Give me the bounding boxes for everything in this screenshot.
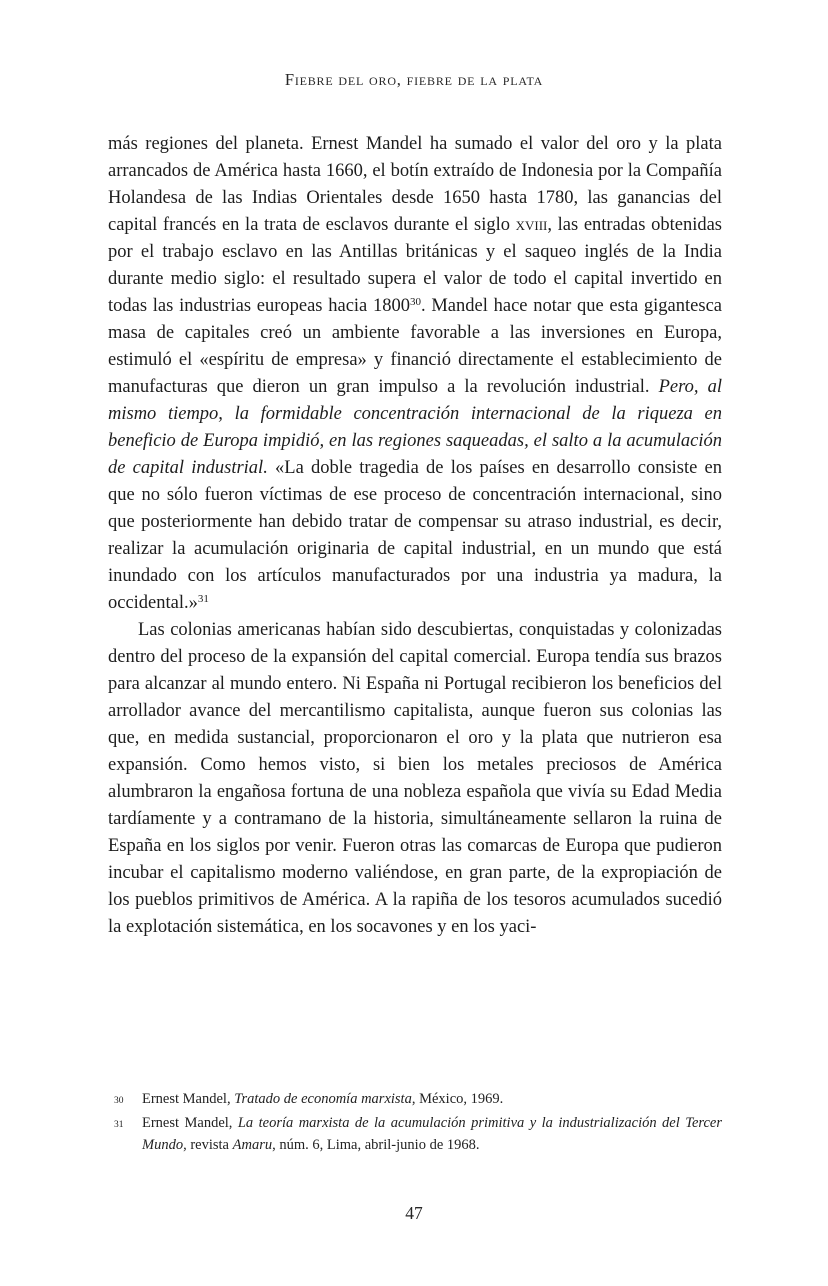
footnotes-section — [108, 1088, 722, 1156]
text-segment: , núm. 6, Lima, abril-junio de 1968. — [272, 1137, 480, 1153]
text-segment: xviii — [515, 215, 548, 235]
running-header: Fiebre del oro, fiebre de la plata — [284, 70, 544, 89]
text-segment: Ernest Mandel, — [142, 1091, 235, 1107]
text-segment: Tratado de economía marxista — [234, 1091, 412, 1107]
footnote-number: 31 — [114, 1120, 124, 1130]
footnote-text — [142, 1112, 722, 1156]
footnote-text — [142, 1088, 722, 1112]
body-text — [108, 131, 722, 941]
footnote-30 — [108, 1088, 722, 1112]
footnote-31 — [108, 1112, 722, 1156]
paragraph-1 — [108, 131, 722, 617]
text-segment: La teoría marxista de la acumulación primitiva y la industrialización del Tercer Mundo — [142, 1115, 722, 1153]
text-segment: Amaru — [232, 1137, 273, 1153]
text-segment: , las entradas obtenidas por el trabajo esclavo en las Antillas británicas y el saqueo inglés de la India durante medio siglo: el resultado supera el valor de todo el capital invertido en todas las industrias europeas hacia 1800 — [108, 215, 722, 316]
text-segment: Ernest Mandel, — [142, 1115, 238, 1131]
text-segment: «La doble tragedia de los países en desarrollo consiste en que no sólo fueron víctimas de ese proceso de concentración internacional, sino que posteriormente han debido tratar de compensar su atraso industrial, es decir, realizar la acumulación originaria de capital industrial, en un mundo que está inundado con los artículos manufacturados por una industria ya madura, la occidental.» — [108, 458, 722, 613]
text-segment: Pero, al mismo tiempo, la formidable concentración internacional de la riqueza en beneficio de Europa impidió, en las regiones saqueadas, el salto a la acumulación de capital industrial. — [108, 377, 722, 478]
text-segment: Las colonias americanas habían sido descubiertas, conquistadas y colonizadas dentro del proceso de la expansión del capital comercial. Europa tendía sus brazos para alcanzar al mundo entero. Ni España ni Portugal recibieron los beneficios del arrollador avance del mercantilismo capitalista, aunque fueron sus colonias las que, en medida sustancial, proporcionaron el oro y la plata que nutrieron esa expansión. Como hemos visto, si bien los metales preciosos de América alumbraron la engañosa fortuna de una nobleza española que vivía su Edad Media tardíamente y a contramano de la historia, simultáneamente sellaron la ruina de España en los siglos por venir. Fueron otras las comarcas de Europa que pudieron incubar el capitalismo moderno valiéndose, en gran parte, de la expropiación de los pueblos primitivos de América. A la rapiña de los tesoros acumulados sucedió la explotación sistemática, en los socavones y en los yaci- — [108, 620, 722, 937]
text-segment: , revista — [183, 1137, 233, 1153]
paragraph-2 — [108, 617, 722, 941]
text-segment: 30 — [410, 296, 421, 308]
text-segment: 31 — [197, 593, 209, 605]
text-segment: . Mandel hace notar que esta gigantesca masa de capitales creó un ambiente favorable a las inversiones en Europa, estimuló el «espíritu de empresa» y financió directamente el establecimiento de manufacturas que dieron un gran impulso a la revolución industrial. — [108, 296, 722, 397]
text-segment: más regiones del planeta. Ernest Mandel ha sumado el valor del oro y la plata arrancados de América hasta 1660, el botín extraído de Indonesia por la Compañía Holandesa de las Indias Orientales desde 1650 hasta 1780, las ganancias del capital francés en la trata de esclavos durante el siglo — [108, 134, 722, 235]
text-segment: , México, 1969. — [411, 1091, 504, 1107]
footnote-number: 30 — [114, 1096, 124, 1106]
page-number: 47 — [405, 1203, 423, 1223]
